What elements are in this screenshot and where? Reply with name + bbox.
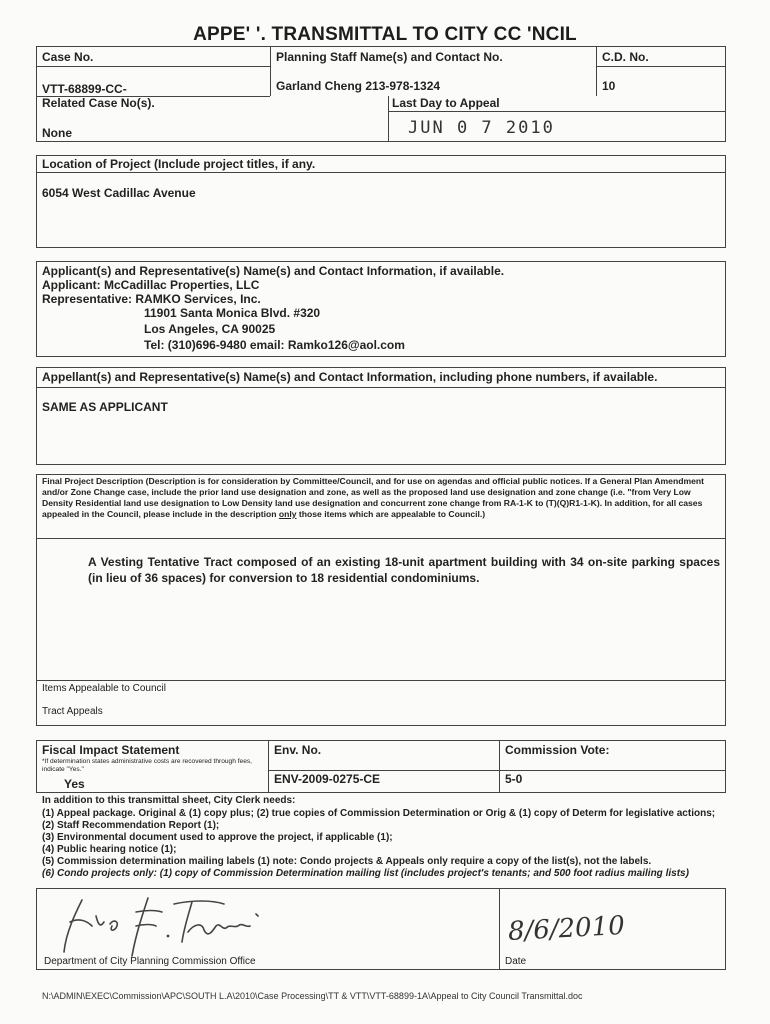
- appellant-value: SAME AS APPLICANT: [42, 400, 168, 414]
- file-path-footer: N:\ADMIN\EXEC\Commission\APC\SOUTH L.A\2010\Case Processing\TT & VTT\VTT-68899-1A\Appeal to City Council Transmittal.doc: [42, 991, 583, 1001]
- clerk-needs-item-4: (4) Public hearing notice (1);: [42, 844, 177, 855]
- fiscal-impact-value: Yes: [64, 777, 85, 791]
- council-district-label: C.D. No.: [602, 50, 649, 64]
- handwritten-signature: [52, 892, 282, 960]
- applicant-line-5: Tel: (310)696-9480 email: Ramko126@aol.com: [144, 338, 405, 352]
- applicant-label: Applicant(s) and Representative(s) Name(s) and Contact Information, if available.: [42, 264, 505, 278]
- description-instructions: Final Project Description (Description is for consideration by Committee/Council, and for use on agendas and official public notices. If a General Plan Amendment and/or Zone Change case, include the prior land use designation and zone, as well as the proposed land use designation and zone change (i.e. "from Very Low Density Residential land use designation to Low Density land use designation and concurrent zone change from RA-1-K to (T)(Q)R1-1-K). In addition, for all cases appealed in the Council, please include in the description only those items which are appealable to Council.): [42, 476, 704, 519]
- appealable-items-value: Tract Appeals: [42, 706, 103, 717]
- last-day-appeal-label: Last Day to Appeal: [392, 96, 500, 110]
- clerk-needs-item-1: (1) Appeal package. Original & (1) copy plus; (2) true copies of Commission Determination or Orig & (1) copy of Determ for legislative actions;: [42, 808, 716, 819]
- commission-vote-value: 5-0: [505, 772, 523, 786]
- fiscal-impact-label: Fiscal Impact Statement: [42, 743, 180, 757]
- commission-vote-label: Commission Vote:: [505, 743, 610, 757]
- applicant-line-3: 11901 Santa Monica Blvd. #320: [144, 306, 321, 320]
- staff-contact-label: Planning Staff Name(s) and Contact No.: [276, 50, 503, 64]
- last-day-appeal-stamp: JUN 0 7 2010: [408, 118, 555, 138]
- council-district-value: 10: [602, 79, 616, 93]
- signature-date-value: 8/6/2010: [507, 910, 626, 948]
- clerk-needs-item-3: (3) Environmental document used to approve the project, if applicable (1);: [42, 832, 393, 843]
- date-label: Date: [505, 956, 527, 967]
- appealable-items-label: Items Appealable to Council: [42, 683, 166, 694]
- case-number-value: VTT-68899-CC-: [42, 82, 127, 96]
- related-case-label: Related Case No(s).: [42, 96, 155, 110]
- fiscal-impact-note: *If determination states administrative costs are recovered through fees, indicate "Yes.": [42, 758, 253, 773]
- env-number-value: ENV-2009-0275-CE: [274, 772, 381, 786]
- clerk-needs-item-2: (2) Staff Recommendation Report (1);: [42, 820, 220, 831]
- description-value: A Vesting Tentative Tract composed of an existing 18-unit apartment building with 34 on-site parking spaces (in lieu of 36 spaces) for conversion to 18 residential condominiums.: [88, 555, 720, 585]
- clerk-needs-item-5: (5) Commission determination mailing labels (1) note: Condo projects & Appeals only require a copy of the list(s), not the labels.: [42, 856, 652, 867]
- page-title: APPE' '. TRANSMITTAL TO CITY CC 'NCIL: [193, 24, 577, 45]
- location-label: Location of Project (Include project titles, if any.: [42, 157, 316, 171]
- location-value: 6054 West Cadillac Avenue: [42, 186, 196, 200]
- clerk-needs-item-6: (6) Condo projects only: (1) copy of Commission Determination mailing list (includes project's tenants; and 500 foot radius mailing lists): [42, 868, 689, 879]
- appellant-label: Appellant(s) and Representative(s) Name(s) and Contact Information, including phone numbers, if available.: [42, 370, 658, 384]
- applicant-line-2: Representative: RAMKO Services, Inc.: [42, 292, 261, 306]
- related-case-value: None: [42, 126, 72, 140]
- case-number-label: Case No.: [42, 50, 94, 64]
- staff-contact-value: Garland Cheng 213-978-1324: [276, 79, 441, 93]
- env-number-label: Env. No.: [274, 743, 322, 757]
- clerk-needs-intro: In addition to this transmittal sheet, City Clerk needs:: [42, 795, 296, 806]
- department-label: Department of City Planning Commission Office: [44, 956, 256, 967]
- applicant-line-1: Applicant: McCadillac Properties, LLC: [42, 278, 260, 292]
- applicant-line-4: Los Angeles, CA 90025: [144, 322, 276, 336]
